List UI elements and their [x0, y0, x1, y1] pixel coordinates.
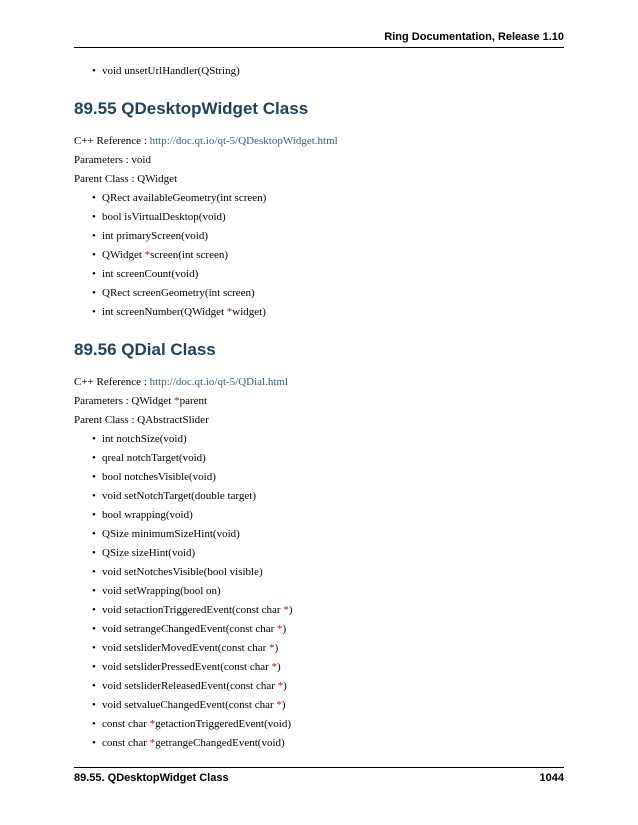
method-text: void setsliderPressedEvent(const char — [102, 661, 272, 673]
method-text: void setactionTriggeredEvent(const char — [102, 604, 284, 616]
method-item — [92, 229, 564, 243]
method-item — [92, 565, 564, 579]
pointer-asterisk: * — [144, 249, 151, 261]
method-list — [74, 432, 564, 750]
method-text: int notchSize(void) — [102, 433, 187, 445]
method-item — [92, 660, 564, 674]
method-text: QRect screenGeometry(int screen) — [102, 287, 255, 299]
page-header: Ring Documentation, Release 1.10 — [384, 31, 564, 43]
parameters-text: Parameters : QWidget — [74, 395, 175, 407]
method-text: QSize minimumSizeHint(void) — [102, 528, 240, 540]
method-text: getactionTriggeredEvent(void) — [155, 718, 291, 730]
method-text: ) — [277, 661, 281, 673]
method-text: bool isVirtualDesktop(void) — [102, 211, 226, 223]
footer-section-title: 89.55. QDesktopWidget Class — [74, 772, 229, 784]
method-text: qreal notchTarget(void) — [102, 452, 206, 464]
pointer-asterisk: * — [276, 699, 282, 711]
method-item — [92, 470, 564, 484]
method-text: ) — [282, 623, 287, 635]
method-item — [92, 451, 564, 465]
method-text: int primaryScreen(void) — [102, 230, 208, 242]
method-text: QSize sizeHint(void) — [102, 547, 196, 559]
cpp-reference-link[interactable]: http://doc.qt.io/qt-5/QDial.html — [149, 376, 289, 388]
method-text: ) — [274, 642, 279, 654]
method-text: ) — [288, 604, 293, 616]
cpp-reference-label: C++ Reference : — [74, 376, 150, 388]
section-heading: 89.56 QDial Class — [74, 340, 216, 359]
method-item — [92, 64, 564, 78]
parameters-line — [74, 153, 564, 167]
method-item — [92, 679, 564, 693]
header-rule — [74, 47, 564, 48]
method-item — [92, 305, 564, 319]
method-item — [92, 584, 564, 598]
page-footer — [74, 771, 564, 785]
cpp-reference — [74, 375, 564, 389]
method-item — [92, 191, 564, 205]
method-item — [92, 267, 564, 281]
parameters-text: parent — [179, 395, 208, 407]
parent-class-line: Parent Class : QAbstractSlider — [74, 414, 209, 426]
method-text: ) — [281, 699, 286, 711]
method-item — [92, 432, 564, 446]
method-text: widget) — [232, 306, 266, 318]
pointer-asterisk: * — [149, 737, 156, 749]
pointer-asterisk: * — [271, 661, 278, 673]
method-item — [92, 210, 564, 224]
method-text: QRect availableGeometry(int screen) — [102, 192, 267, 204]
method-text: int screenNumber(QWidget — [102, 306, 227, 318]
method-item — [92, 489, 564, 503]
method-item — [92, 736, 564, 750]
method-text: void setNotchesVisible(bool visible) — [102, 566, 263, 578]
method-list — [74, 191, 564, 319]
method-text: void setsliderReleasedEvent(const char — [102, 680, 278, 692]
method-text: void setWrapping(bool on) — [102, 585, 221, 597]
method-text: void setrangeChangedEvent(const char — [102, 623, 278, 635]
method-item — [92, 286, 564, 300]
pointer-asterisk: * — [283, 604, 289, 616]
pointer-asterisk: * — [174, 395, 180, 407]
method-text: screen(int screen) — [150, 249, 229, 261]
page-number: 1044 — [539, 772, 564, 784]
method-text: bool notchesVisible(void) — [102, 471, 216, 483]
method-item — [92, 622, 564, 636]
method-text: int screenCount(void) — [102, 268, 199, 280]
pointer-asterisk: * — [226, 306, 233, 318]
method-item — [92, 248, 564, 262]
parent-class-line: Parent Class : QWidget — [74, 173, 178, 185]
parameters-text: Parameters : void — [74, 154, 151, 166]
method-item — [92, 698, 564, 712]
method-text: ) — [283, 680, 287, 692]
method-text: const char — [102, 737, 150, 749]
method-item — [92, 603, 564, 617]
method-item — [92, 641, 564, 655]
section-heading: 89.55 QDesktopWidget Class — [74, 99, 309, 118]
cpp-reference — [74, 134, 564, 148]
method-text: getrangeChangedEvent(void) — [155, 737, 285, 749]
intro-method-list — [74, 64, 564, 78]
method-text: bool wrapping(void) — [102, 509, 193, 521]
page-content — [74, 64, 564, 755]
method-text: QWidget — [102, 249, 145, 261]
method-item — [92, 508, 564, 522]
method-text: void setNotchTarget(double target) — [102, 490, 256, 502]
parameters-line — [74, 394, 564, 408]
method-text: void unsetUrlHandler(QString) — [102, 65, 240, 77]
cpp-reference-link[interactable]: http://doc.qt.io/qt-5/QDesktopWidget.html — [149, 135, 338, 147]
pointer-asterisk: * — [149, 718, 156, 730]
footer-rule — [74, 767, 564, 768]
pointer-asterisk: * — [277, 680, 284, 692]
method-text: const char — [102, 718, 150, 730]
cpp-reference-label: C++ Reference : — [74, 135, 150, 147]
pointer-asterisk: * — [269, 642, 275, 654]
method-text: void setvalueChangedEvent(const char — [102, 699, 277, 711]
pointer-asterisk: * — [277, 623, 283, 635]
method-text: void setsliderMovedEvent(const char — [102, 642, 270, 654]
method-item — [92, 717, 564, 731]
method-item — [92, 527, 564, 541]
method-item — [92, 546, 564, 560]
